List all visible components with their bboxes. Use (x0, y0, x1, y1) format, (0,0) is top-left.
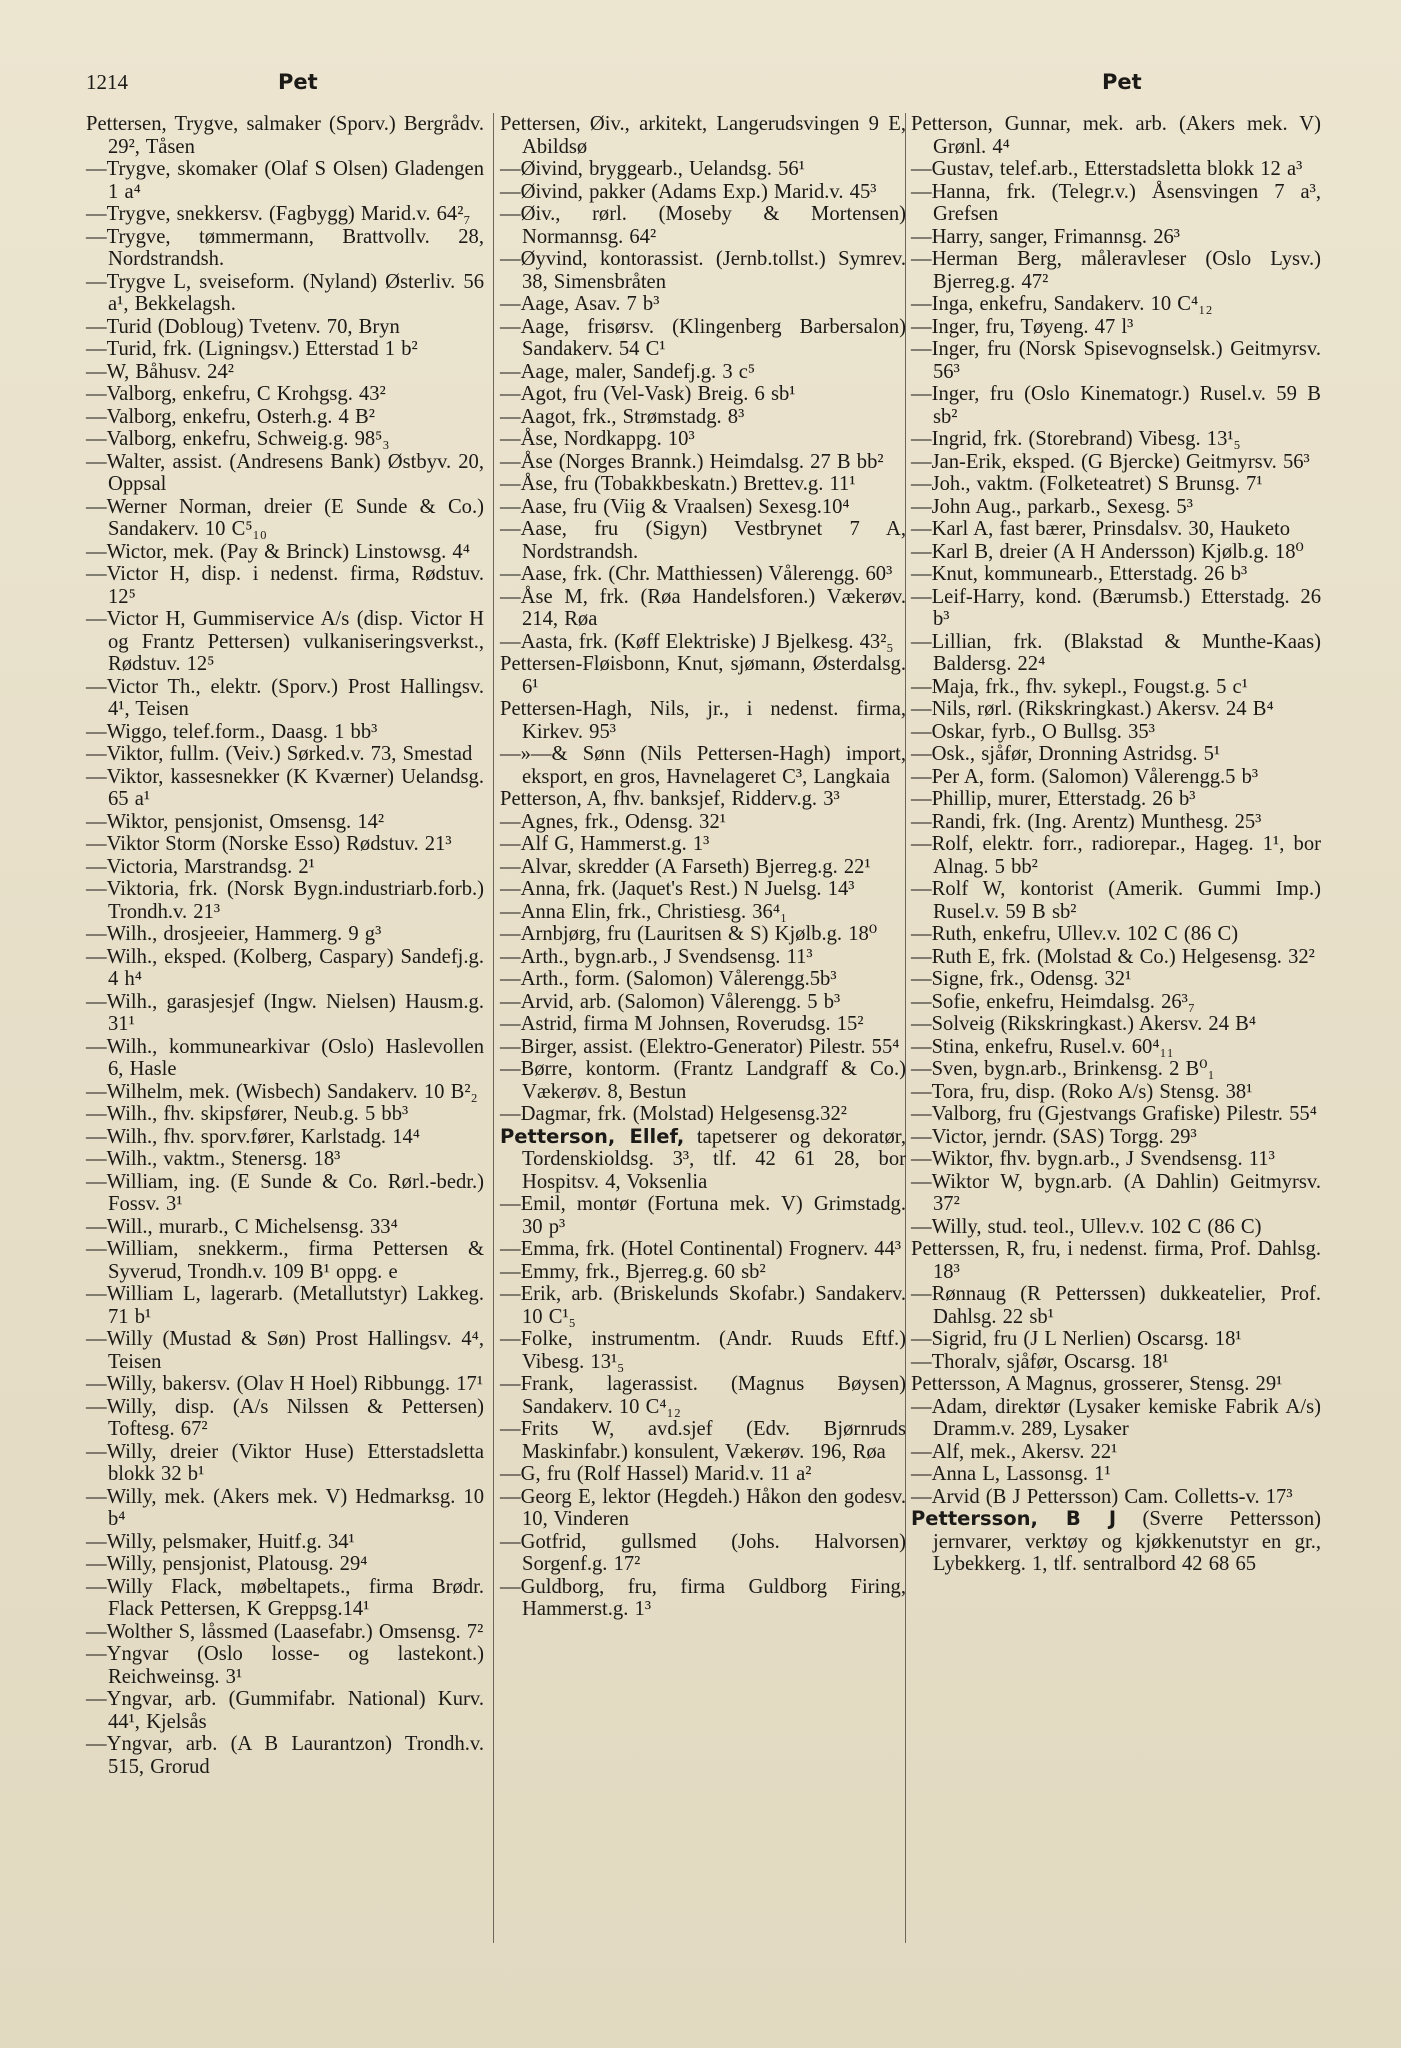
directory-entry: —Herman Berg, måleravleser (Oslo Lysv.) Bjerreg.g. 47² (911, 248, 1321, 293)
directory-column-2 (500, 113, 906, 1621)
directory-entry: —Willy, pelsmaker, Huitf.g. 34¹ (86, 1530, 355, 1553)
directory-entry: —Wilh., fhv. sporv.fører, Karlstadg. 14⁴ (86, 1125, 420, 1148)
directory-entry: —Ingrid, frk. (Storebrand) Vibesg. 13¹₅ (911, 428, 1241, 450)
directory-entry: —Emil, montør (Fortuna mek. V) Grimstadg. 30 p³ (500, 1193, 906, 1238)
directory-entry: —Lillian, frk. (Blakstad & Munthe-Kaas) Baldersg. 22⁴ (911, 630, 1321, 675)
directory-entry: —Valborg, enkefru, Schweig.g. 98⁵₃ (86, 428, 390, 450)
running-head-right: Pet (1102, 70, 1142, 94)
directory-entry: —Rønnaug (R Petterssen) dukkeatelier, Prof. Dahlsg. 22 sb¹ (911, 1283, 1321, 1328)
directory-entry: —Alf, mek., Akersv. 22¹ (911, 1440, 1118, 1463)
directory-entry: —Ruth, enkefru, Ullev.v. 102 C (86 C) (911, 923, 1239, 945)
directory-entry: —Wilh., eksped. (Kolberg, Caspary) Sandefj.g. 4 h⁴ (86, 945, 484, 990)
directory-entry: —Yngvar, arb. (A B Laurantzon) Trondh.v. 515, Grorud (86, 1733, 484, 1778)
directory-entry: —Viktor, fullm. (Veiv.) Sørked.v. 73, Smestad (86, 743, 473, 765)
directory-entry: Pettersen, Øiv., arkitekt, Langerudsvingen 9 E, Abildsø (500, 113, 906, 158)
directory-entry: —Øivind, bryggearb., Uelandsg. 56¹ (500, 158, 805, 180)
directory-entry: —Randi, frk. (Ing. Arentz) Munthesg. 25³ (911, 810, 1262, 833)
directory-entry: —Folke, instrumentm. (Andr. Ruuds Eftf.) Vibesg. 13¹₅ (500, 1328, 906, 1373)
directory-entry: —Åse, Nordkappg. 10³ (500, 428, 695, 450)
directory-entry: —Trygve, tømmermann, Brattvollv. 28, Nordstrandsh. (86, 225, 484, 270)
directory-entry: —Stina, enkefru, Rusel.v. 60⁴₁₁ (911, 1035, 1174, 1058)
directory-entry: —Aase, fru (Sigyn) Vestbrynet 7 A, Nordstrandsh. (500, 518, 906, 563)
directory-entry: —Solveig (Rikskringkast.) Akersv. 24 B⁴ (911, 1013, 1257, 1035)
directory-entry: —Georg E, lektor (Hegdeh.) Håkon den godesv. 10, Vinderen (500, 1485, 906, 1530)
directory-entry: —Øiv., rørl. (Moseby & Mortensen) Normannsg. 64² (500, 203, 906, 248)
directory-entry: —Agot, fru (Vel-Vask) Breig. 6 sb¹ (500, 383, 796, 405)
directory-entry: —Viktoria, frk. (Norsk Bygn.industriarb.forb.) Trondh.v. 21³ (86, 878, 484, 923)
directory-entry: Pettersen-Hagh, Nils, jr., i nedenst. firma, Kirkev. 95³ (500, 698, 906, 743)
directory-entry: —Thoralv, sjåfør, Oscarsg. 18¹ (911, 1350, 1169, 1373)
directory-entry: —Agnes, frk., Odensg. 32¹ (500, 810, 726, 833)
directory-entry: —Valborg, fru (Gjestvangs Grafiske) Pilestr. 55⁴ (911, 1103, 1317, 1125)
directory-entry: —Inga, enkefru, Sandakerv. 10 C⁴₁₂ (911, 293, 1213, 315)
directory-entry: —Werner Norman, dreier (E Sunde & Co.) Sandakerv. 10 C⁵₁₀ (86, 495, 484, 540)
directory-entry: Pettersen-Fløisbonn, Knut, sjømann, Østerdalsg. 6¹ (500, 653, 906, 698)
directory-entry: —Birger, assist. (Elektro-Generator) Pilestr. 55⁴ (500, 1035, 900, 1058)
directory-entry: —Anna L, Lassonsg. 1¹ (911, 1463, 1111, 1485)
directory-entry: —Wilh., drosjeeier, Hammerg. 9 g³ (86, 923, 382, 945)
directory-entry: —Wilhelm, mek. (Wisbech) Sandakerv. 10 B²₂ (86, 1080, 478, 1103)
running-head-left: Pet (278, 70, 318, 94)
directory-entry: —Trygve L, sveiseform. (Nyland) Østerliv. 56 a¹, Bekkelagsh. (86, 270, 484, 315)
directory-entry: —Valborg, enkefru, C Krohgsg. 43² (86, 383, 386, 405)
directory-entry: Pettersen, Trygve, salmaker (Sporv.) Bergrådv. 29², Tåsen (86, 113, 484, 158)
directory-entry: —Wiktor W, bygn.arb. (A Dahlin) Geitmyrsv. 37² (911, 1170, 1321, 1215)
directory-entry: Petterson, Gunnar, mek. arb. (Akers mek. V) Grønl. 4⁴ (911, 113, 1321, 158)
directory-entry: —Åse (Norges Brannk.) Heimdalsg. 27 B bb² (500, 450, 884, 473)
directory-entry: —Nils, rørl. (Rikskringkast.) Akersv. 24 B⁴ (911, 698, 1274, 720)
directory-entry: —Aage, maler, Sandefj.g. 3 c⁵ (500, 360, 756, 383)
directory-entry: —Hanna, frk. (Telegr.v.) Åsensvingen 7 a³, Grefsen (911, 180, 1321, 225)
directory-entry: —Aage, frisørsv. (Klingenberg Barbersalon) Sandakerv. 54 C¹ (500, 315, 906, 360)
directory-column-1 (86, 113, 484, 1778)
directory-entry: —Trygve, snekkersv. (Fagbygg) Marid.v. 64²₇ (86, 203, 471, 225)
directory-entry: —Wictor, mek. (Pay & Brinck) Linstowsg. 4⁴ (86, 540, 470, 563)
directory-entry: —Erik, arb. (Briskelunds Skofabr.) Sandakerv. 10 C¹₅ (500, 1283, 906, 1328)
directory-entry: —Yngvar (Oslo losse- og lastekont.) Reichweinsg. 3¹ (86, 1643, 484, 1688)
directory-entry: —Arth., bygn.arb., J Svendsensg. 11³ (500, 945, 813, 968)
directory-entry: —Victor Th., elektr. (Sporv.) Prost Hallingsv. 4¹, Teisen (86, 675, 484, 720)
directory-entry: —Wilh., fhv. skipsfører, Neub.g. 5 bb³ (86, 1103, 409, 1125)
directory-entry: —Aagot, frk., Strømstadg. 8³ (500, 405, 745, 428)
directory-entry: —Signe, frk., Odensg. 32¹ (911, 968, 1132, 990)
directory-entry: —Karl B, dreier (A H Andersson) Kjølb.g. 18⁰ (911, 540, 1304, 563)
directory-entry: —Arvid (B J Pettersson) Cam. Colletts-v. 17³ (911, 1485, 1293, 1508)
directory-entry: Petterssen, R, fru, i nedenst. firma, Prof. Dahlsg. 18³ (911, 1238, 1321, 1283)
directory-entry: —William, snekkerm., firma Pettersen & Syverud, Trondh.v. 109 B¹ oppg. e (86, 1238, 484, 1283)
directory-entry: —Victor H, Gummiservice A/s (disp. Victor H og Frantz Pettersen) vulkaniseringsverkst., Rødstuv. 12⁵ (86, 608, 484, 675)
directory-entry: —Åse M, frk. (Røa Handelsforen.) Vækerøv. 214, Røa (500, 585, 906, 630)
directory-entry: —Wolther S, låssmed (Laasefabr.) Omsensg. 7² (86, 1620, 484, 1643)
directory-entry: —G, fru (Rolf Hassel) Marid.v. 11 a² (500, 1463, 812, 1485)
directory-entry: —Yngvar, arb. (Gummifabr. National) Kurv. 44¹, Kjelsås (86, 1688, 484, 1733)
directory-entry: —Oskar, fyrb., O Bullsg. 35³ (911, 720, 1155, 743)
directory-entry: —Guldborg, fru, firma Guldborg Firing, Hammerst.g. 1³ (500, 1575, 906, 1620)
page-number: 1214 (86, 70, 128, 94)
directory-entry: —Frank, lagerassist. (Magnus Bøysen) Sandakerv. 10 C⁴₁₂ (500, 1373, 906, 1418)
directory-entry: —Dagmar, frk. (Molstad) Helgesensg.32² (500, 1103, 847, 1125)
directory-entry: —Rolf, elektr. forr., radiorepar., Hageg. 1¹, bor Alnag. 5 bb² (911, 833, 1321, 878)
directory-entry: —Walter, assist. (Andresens Bank) Østbyv. 20, Oppsal (86, 450, 484, 495)
directory-entry: —Gotfrid, gullsmed (Johs. Halvorsen) Sorgenf.g. 17² (500, 1530, 906, 1575)
directory-entry: —Aase, frk. (Chr. Matthiessen) Vålerengg. 60³ (500, 563, 893, 585)
directory-entry: —Victor, jerndr. (SAS) Torgg. 29³ (911, 1125, 1197, 1148)
directory-entry: —Phillip, murer, Etterstadg. 26 b³ (911, 788, 1196, 810)
directory-entry: —Arvid, arb. (Salomon) Vålerengg. 5 b³ (500, 990, 841, 1013)
directory-entry: —Gustav, telef.arb., Etterstadsletta blokk 12 a³ (911, 158, 1303, 180)
directory-entry: —»—& Sønn (Nils Pettersen-Hagh) import, eksport, en gros, Havnelageret C³, Langkaia (500, 743, 906, 788)
directory-entry: —Øyvind, kontorassist. (Jernb.tollst.) Symrev. 38, Simensbråten (500, 248, 906, 293)
directory-entry: —Alvar, skredder (A Farseth) Bjerreg.g. 22¹ (500, 855, 871, 878)
directory-entry: Pettersson, B J (Sverre Pettersson) jernvarer, verktøy og kjøkkenutstyr en gr., Lybekkerg. 1, tlf. sentralbord 42 68 65 (911, 1507, 1321, 1575)
directory-entry: —Sofie, enkefru, Heimdalsg. 26³₇ (911, 990, 1196, 1013)
directory-entry: —Sven, bygn.arb., Brinkensg. 2 B⁰₁ (911, 1058, 1215, 1080)
page-header (0, 66, 1401, 100)
directory-entry: —Arnbjørg, fru (Lauritsen & S) Kjølb.g. 18⁰ (500, 923, 878, 945)
directory-entry: —Astrid, firma M Johnsen, Roverudsg. 15² (500, 1013, 864, 1035)
directory-entry: —Inger, fru (Norsk Spisevognselsk.) Geitmyrsv. 56³ (911, 338, 1321, 383)
directory-entry: Petterson, A, fhv. banksjef, Ridderv.g. 3³ (500, 788, 840, 810)
directory-entry: —Inger, fru (Oslo Kinematogr.) Rusel.v. 59 B sb² (911, 383, 1321, 428)
directory-entry: —Wiktor, pensjonist, Omsensg. 14² (86, 810, 385, 833)
directory-entry: —Will., murarb., C Michelsensg. 33⁴ (86, 1215, 398, 1238)
directory-entry: —Adam, direktør (Lysaker kemiske Fabrik A/s) Dramm.v. 289, Lysaker (911, 1395, 1321, 1440)
directory-entry: —Willy, bakersv. (Olav H Hoel) Ribbungg. 17¹ (86, 1373, 484, 1395)
directory-entry: —Willy, stud. teol., Ullev.v. 102 C (86 C) (911, 1215, 1262, 1238)
directory-entry: —Rolf W, kontorist (Amerik. Gummi Imp.) Rusel.v. 59 B sb² (911, 878, 1321, 923)
directory-entry: Pettersson, A Magnus, grosserer, Stensg. 29¹ (911, 1373, 1283, 1395)
directory-entry: —Willy Flack, møbeltapets., firma Brødr. Flack Pettersen, K Greppsg.14¹ (86, 1575, 484, 1620)
directory-entry: —Emmy, frk., Bjerreg.g. 60 sb² (500, 1260, 766, 1283)
directory-entry: —Osk., sjåfør, Dronning Astridsg. 5¹ (911, 743, 1221, 765)
directory-entry: —Børre, kontorm. (Frantz Landgraff & Co.) Vækerøv. 8, Bestun (500, 1058, 906, 1103)
directory-entry: —Trygve, skomaker (Olaf S Olsen) Gladengen 1 a⁴ (86, 158, 484, 203)
directory-entry: —Åse, fru (Tobakkbeskatn.) Brettev.g. 11¹ (500, 473, 856, 495)
directory-entry: —Wiktor, fhv. bygn.arb., J Svendsensg. 11³ (911, 1148, 1275, 1170)
directory-entry: —Harry, sanger, Frimannsg. 26³ (911, 225, 1180, 248)
directory-entry: —Anna Elin, frk., Christiesg. 36⁴₁ (500, 900, 788, 923)
directory-entry: —Turid (Dobloug) Tvetenv. 70, Bryn (86, 315, 400, 338)
directory-entry: —Øivind, pakker (Adams Exp.) Marid.v. 45³ (500, 180, 877, 203)
directory-entry: —Anna, frk. (Jaquet's Rest.) N Juelsg. 14³ (500, 878, 855, 900)
directory-entry: —Wilh., kommunearkivar (Oslo) Haslevollen 6, Hasle (86, 1035, 484, 1080)
directory-entry: —Wilh., garasjesjef (Ingw. Nielsen) Hausm.g. 31¹ (86, 990, 484, 1035)
directory-entry: —W, Båhusv. 24² (86, 360, 234, 383)
directory-entry: —Maja, frk., fhv. sykepl., Fougst.g. 5 c¹ (911, 675, 1248, 698)
directory-entry: —Victor H, disp. i nedenst. firma, Rødstuv. 12⁵ (86, 563, 484, 608)
directory-entry: —Victoria, Marstrandsg. 2¹ (86, 855, 315, 878)
directory-entry: —Valborg, enkefru, Osterh.g. 4 B² (86, 405, 375, 428)
directory-entry: —Turid, frk. (Ligningsv.) Etterstad 1 b² (86, 338, 418, 360)
directory-entry: —Jan-Erik, eksped. (G Bjercke) Geitmyrsv. 56³ (911, 450, 1310, 473)
directory-entry: —Aase, fru (Viig & Vraalsen) Sexesg.10⁴ (500, 495, 850, 518)
directory-entry: —Arth., form. (Salomon) Vålerengg.5b³ (500, 968, 837, 990)
directory-entry: —Wiggo, telef.form., Daasg. 1 bb³ (86, 720, 378, 743)
directory-entry: —Aage, Asav. 7 b³ (500, 293, 660, 315)
directory-entry: —Knut, kommunearb., Etterstadg. 26 b³ (911, 563, 1248, 585)
directory-entry: —Wilh., vaktm., Stenersg. 18³ (86, 1148, 341, 1170)
column-divider (493, 113, 494, 1943)
directory-entry: —Frits W, avd.sjef (Edv. Bjørnruds Maskinfabr.) konsulent, Vækerøv. 196, Røa (500, 1418, 906, 1463)
directory-column-3 (911, 113, 1321, 1576)
directory-entry: —Ruth E, frk. (Molstad & Co.) Helgesensg. 32² (911, 945, 1315, 968)
directory-entry: —Sigrid, fru (J L Nerlien) Oscarsg. 18¹ (911, 1328, 1242, 1350)
directory-entry: —Leif-Harry, kond. (Bærumsb.) Etterstadg. 26 b³ (911, 585, 1321, 630)
directory-entry: —Viktor, kassesnekker (K Kværner) Uelandsg. 65 a¹ (86, 765, 484, 810)
directory-entry: —Aasta, frk. (Køff Elektriske) J Bjelkesg. 43²₅ (500, 630, 894, 653)
directory-entry: —William L, lagerarb. (Metallutstyr) Lakkeg. 71 b¹ (86, 1283, 484, 1328)
directory-entry: —Willy, disp. (A/s Nilssen & Pettersen) Toftesg. 67² (86, 1395, 484, 1440)
directory-entry: —Karl A, fast bærer, Prinsdalsv. 30, Hauketo (911, 518, 1291, 540)
directory-entry: —Emma, frk. (Hotel Continental) Frognerv. 44³ (500, 1238, 902, 1260)
directory-entry: —Inger, fru, Tøyeng. 47 l³ (911, 315, 1134, 338)
directory-entry: —Per A, form. (Salomon) Vålerengg.5 b³ (911, 765, 1259, 788)
directory-entry: —Joh., vaktm. (Folketeatret) S Brunsg. 7¹ (911, 473, 1263, 495)
directory-entry: Petterson, Ellef, tapetserer og dekoratør, Tordenskioldsg. 3³, tlf. 42 61 28, bor Hospitsv. 4, Voksenlia (500, 1124, 906, 1193)
directory-entry: —John Aug., parkarb., Sexesg. 5³ (911, 495, 1193, 518)
directory-entry: —Willy (Mustad & Søn) Prost Hallingsv. 4⁴, Teisen (86, 1328, 484, 1373)
directory-entry: —William, ing. (E Sunde & Co. Rørl.-bedr.) Fossv. 3¹ (86, 1170, 484, 1215)
directory-entry: —Tora, fru, disp. (Roko A/s) Stensg. 38¹ (911, 1080, 1253, 1103)
directory-entry: —Willy, pensjonist, Platousg. 29⁴ (86, 1553, 368, 1575)
directory-entry: —Willy, mek. (Akers mek. V) Hedmarksg. 10 b⁴ (86, 1485, 484, 1530)
directory-entry: —Alf G, Hammerst.g. 1³ (500, 833, 710, 855)
directory-entry: —Viktor Storm (Norske Esso) Rødstuv. 21³ (86, 833, 452, 855)
directory-entry: —Willy, dreier (Viktor Huse) Etterstadsletta blokk 32 b¹ (86, 1440, 484, 1485)
